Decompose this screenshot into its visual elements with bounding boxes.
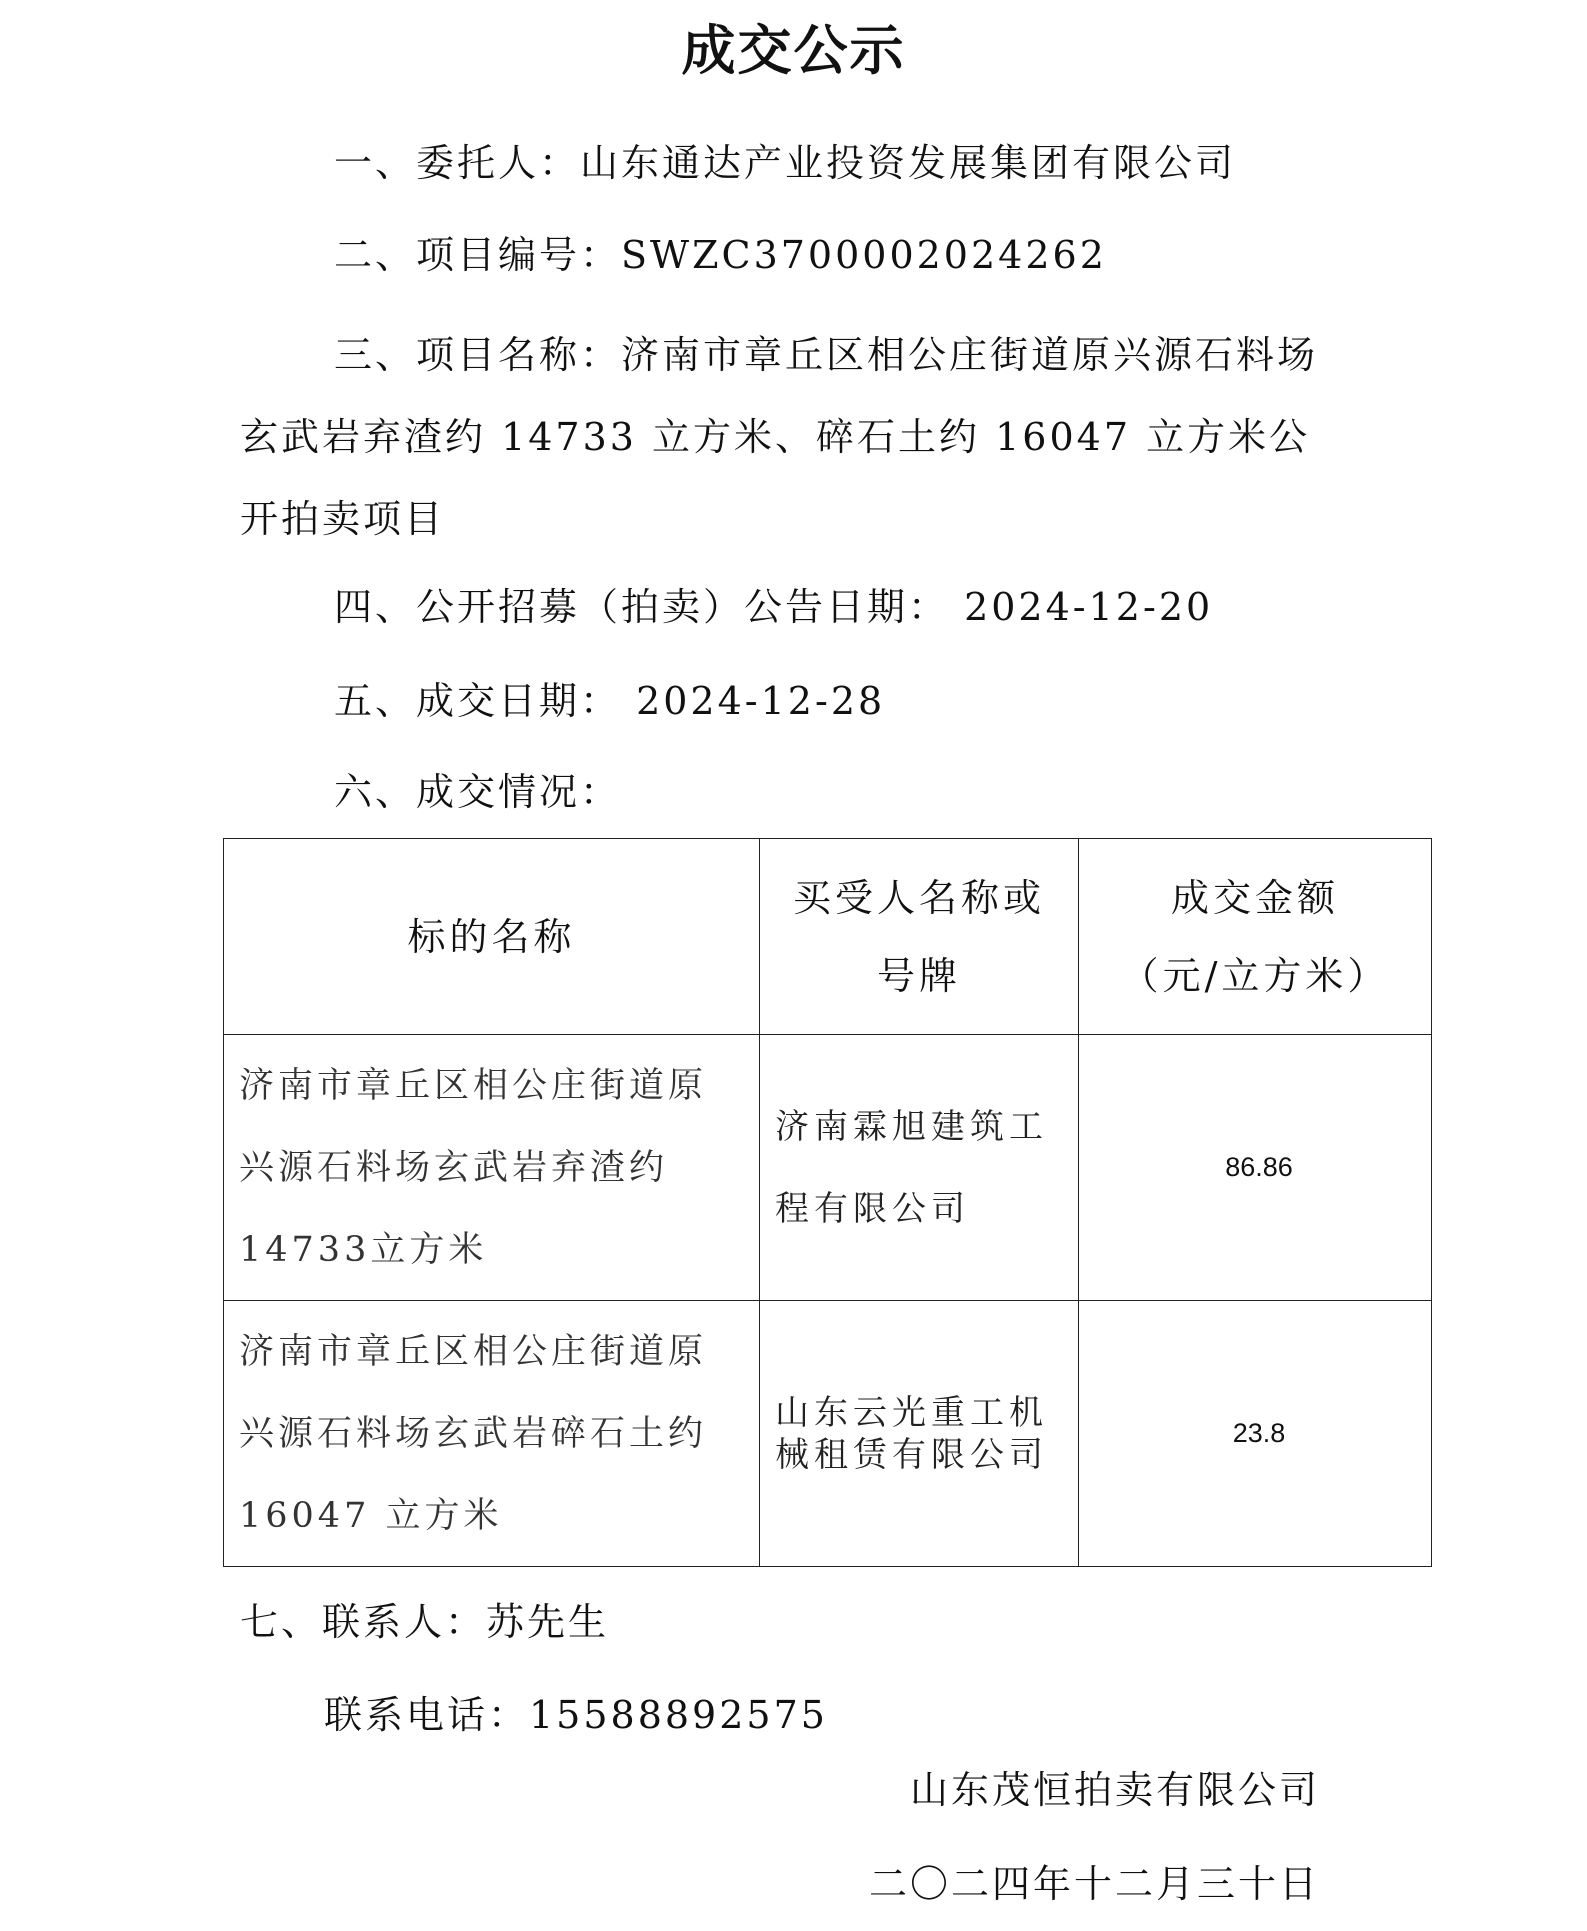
item-name-text: 济南市章丘区相公庄街道原兴源石料场玄武岩碎石土约 16047 立方米 [239, 1331, 708, 1536]
deal-amount-text: 86.86 [1225, 1152, 1293, 1182]
deal-amount-cell [1079, 1035, 1432, 1301]
table-header-row [224, 839, 1432, 1035]
item-name-cell [224, 1301, 760, 1567]
issue-date: 二〇二四年十二月三十日 [869, 1862, 1321, 1906]
header-buyer-label-line2: 号牌 [876, 953, 961, 998]
buyer-name-cell [760, 1035, 1079, 1301]
item-name-text: 济南市章丘区相公庄街道原兴源石料场玄武岩弃渣约14733立方米 [239, 1065, 708, 1270]
contact-phone-line: 联系电话：15588892575 [324, 1693, 828, 1737]
header-buyer-name [760, 839, 1079, 1035]
buyer-name-cell [760, 1301, 1079, 1567]
announce-date-line: 四、公开招募（拍卖）公告日期： 2024-12-20 [334, 585, 1214, 629]
issuer-company: 山东茂恒拍卖有限公司 [910, 1768, 1321, 1812]
buyer-name-text: 济南霖旭建筑工程有限公司 [775, 1106, 1048, 1229]
project-name-paragraph: 三、项目名称：济南市章丘区相公庄街道原兴源石料场玄武岩弃渣约 14733 立方米、碎石土约 16047 立方米公开拍卖项目 [240, 333, 1319, 541]
table-row [224, 1301, 1432, 1567]
header-amount-label-line2: （元/立方米） [1120, 953, 1390, 998]
deal-amount-cell [1079, 1301, 1432, 1567]
header-deal-amount [1079, 839, 1432, 1035]
header-buyer-label-line1: 买受人名称或 [792, 875, 1045, 920]
header-amount-label-line1: 成交金额 [1170, 875, 1339, 920]
header-item-label: 标的名称 [407, 914, 576, 959]
item-name-cell [224, 1035, 760, 1301]
header-item-name [224, 839, 760, 1035]
deal-amount-text: 23.8 [1232, 1418, 1286, 1448]
deal-date-line: 五、成交日期： 2024-12-28 [334, 679, 886, 723]
contact-person-line: 七、联系人：苏先生 [240, 1600, 610, 1644]
project-number-line: 二、项目编号：SWZC3700002024262 [334, 233, 1107, 277]
buyer-name-text: 山东云光重工机械租赁有限公司 [775, 1392, 1048, 1475]
page-title: 成交公示 [681, 19, 906, 82]
table-row [224, 1035, 1432, 1301]
deal-status-line: 六、成交情况： [334, 770, 622, 814]
client-line: 一、委托人：山东通达产业投资发展集团有限公司 [334, 141, 1237, 185]
deal-result-table [223, 838, 1432, 1567]
